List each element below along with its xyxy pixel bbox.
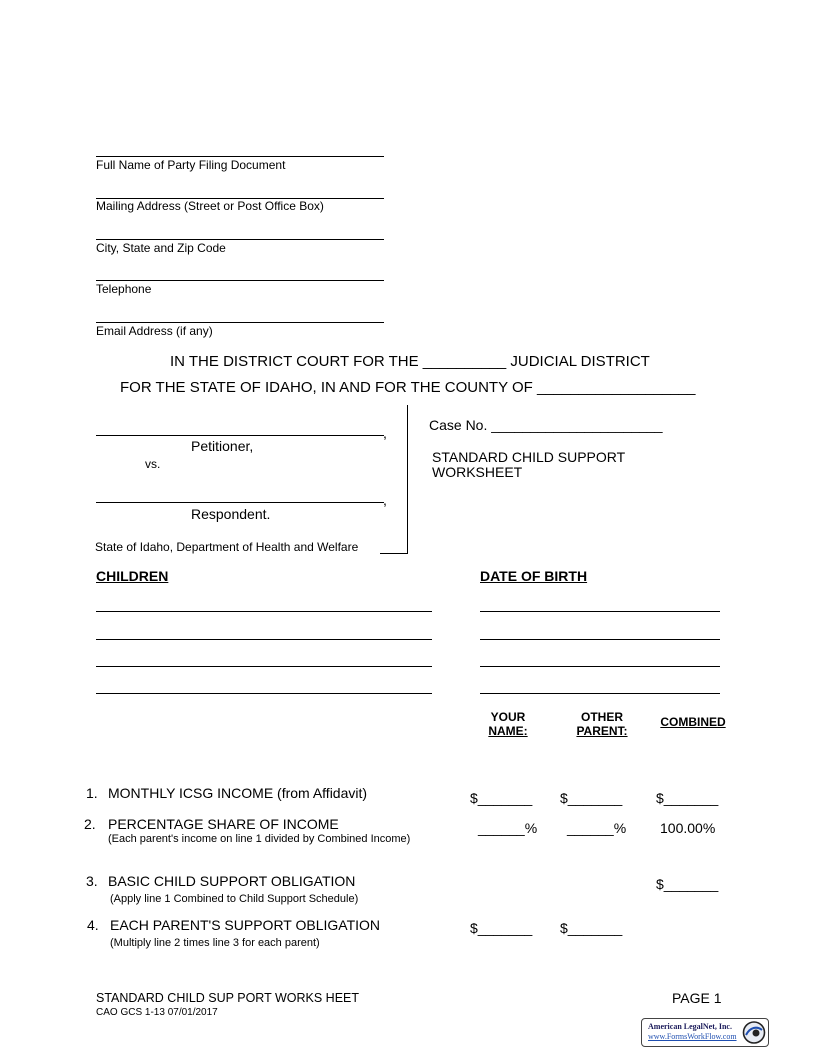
line1-your-amount[interactable]: $_______	[470, 790, 533, 806]
email-line[interactable]	[96, 322, 384, 323]
court-heading-line1: IN THE DISTRICT COURT FOR THE __________ JUDICIAL DISTRICT	[170, 353, 650, 370]
respondent-comma: ,	[383, 492, 387, 508]
line3-subtitle: (Apply line 1 Combined to Child Support Schedule)	[110, 893, 359, 905]
logo-company-name: American LegalNet, Inc.	[648, 1022, 732, 1031]
state-agency-label: State of Idaho, Department of Health and Welfare	[95, 540, 359, 554]
line4-subtitle: (Multiply line 2 times line 3 for each parent)	[110, 937, 320, 949]
dob-header: DATE OF BIRTH	[480, 568, 588, 584]
other-parent-header	[568, 710, 636, 738]
email-label: Email Address (if any)	[96, 324, 213, 338]
other-parent-line1: OTHER	[581, 710, 623, 724]
line2-your-percent[interactable]: ______%	[478, 820, 538, 836]
globe-icon	[742, 1021, 766, 1044]
combined-label: COMBINED	[660, 715, 726, 729]
child-dob-line[interactable]	[480, 639, 720, 640]
petitioner-line[interactable]	[96, 435, 384, 436]
line1-title: MONTHLY ICSG INCOME (from Affidavit)	[108, 785, 368, 801]
line2-other-percent[interactable]: ______%	[567, 820, 627, 836]
footer-form-code: CAO GCS 1-13 07/01/2017	[96, 1007, 218, 1018]
other-parent-line2: PARENT:	[576, 724, 628, 738]
caption-divider	[407, 405, 408, 553]
child-name-line[interactable]	[96, 666, 432, 667]
logo-url[interactable]: www.FormsWorkFlow.com	[648, 1032, 737, 1041]
line4-number: 4.	[87, 917, 99, 933]
line2-combined-percent: 100.00%	[660, 820, 716, 836]
line4-title: EACH PARENT'S SUPPORT OBLIGATION	[110, 917, 381, 933]
child-name-line[interactable]	[96, 639, 432, 640]
line3-title: BASIC CHILD SUPPORT OBLIGATION	[108, 873, 356, 889]
court-heading-line2: FOR THE STATE OF IDAHO, IN AND FOR THE COUNTY OF ___________________	[120, 379, 696, 396]
publisher-logo[interactable]	[641, 1018, 769, 1047]
line2-title: PERCENTAGE SHARE OF INCOME	[108, 816, 339, 832]
your-name-header	[476, 710, 540, 738]
line1-number: 1.	[86, 785, 98, 801]
telephone-label: Telephone	[96, 282, 152, 296]
child-name-line[interactable]	[96, 611, 432, 612]
form-title-line1: STANDARD CHILD SUPPORT	[432, 449, 626, 465]
line1-other-amount[interactable]: $_______	[560, 790, 623, 806]
children-header: CHILDREN	[96, 568, 169, 584]
line3-number: 3.	[86, 873, 98, 889]
line2-subtitle: (Each parent's income on line 1 divided by Combined Income)	[108, 833, 411, 845]
form-title-line2: WORKSHEET	[432, 464, 523, 480]
line1-combined-amount[interactable]: $_______	[656, 790, 719, 806]
case-number[interactable]: Case No. ______________________	[429, 417, 663, 433]
child-name-line[interactable]	[96, 693, 432, 694]
full-name-line[interactable]	[96, 156, 384, 157]
caption-bottom-rule	[380, 553, 408, 554]
your-name-line2: NAME:	[488, 724, 528, 738]
mailing-address-label: Mailing Address (Street or Post Office Box)	[96, 199, 324, 213]
petitioner-comma: ,	[383, 425, 387, 441]
respondent-line[interactable]	[96, 502, 384, 503]
line4-your-amount[interactable]: $_______	[470, 920, 533, 936]
your-name-line1: YOUR	[490, 710, 526, 724]
child-dob-line[interactable]	[480, 693, 720, 694]
line4-other-amount[interactable]: $_______	[560, 920, 623, 936]
line3-combined-amount[interactable]: $_______	[656, 876, 719, 892]
vs-label: vs.	[145, 457, 161, 471]
telephone-line[interactable]	[96, 280, 384, 281]
child-dob-line[interactable]	[480, 666, 720, 667]
line2-number: 2.	[84, 816, 96, 832]
city-state-zip-line[interactable]	[96, 239, 384, 240]
full-name-label: Full Name of Party Filing Document	[96, 158, 286, 172]
footer-form-name: STANDARD CHILD SUP PORT WORKS HEET	[96, 991, 360, 1005]
combined-header	[652, 715, 734, 729]
respondent-label: Respondent.	[191, 506, 271, 522]
city-state-zip-label: City, State and Zip Code	[96, 241, 226, 255]
footer-page-number: PAGE 1	[672, 990, 722, 1006]
child-dob-line[interactable]	[480, 611, 720, 612]
petitioner-label: Petitioner,	[191, 438, 254, 454]
